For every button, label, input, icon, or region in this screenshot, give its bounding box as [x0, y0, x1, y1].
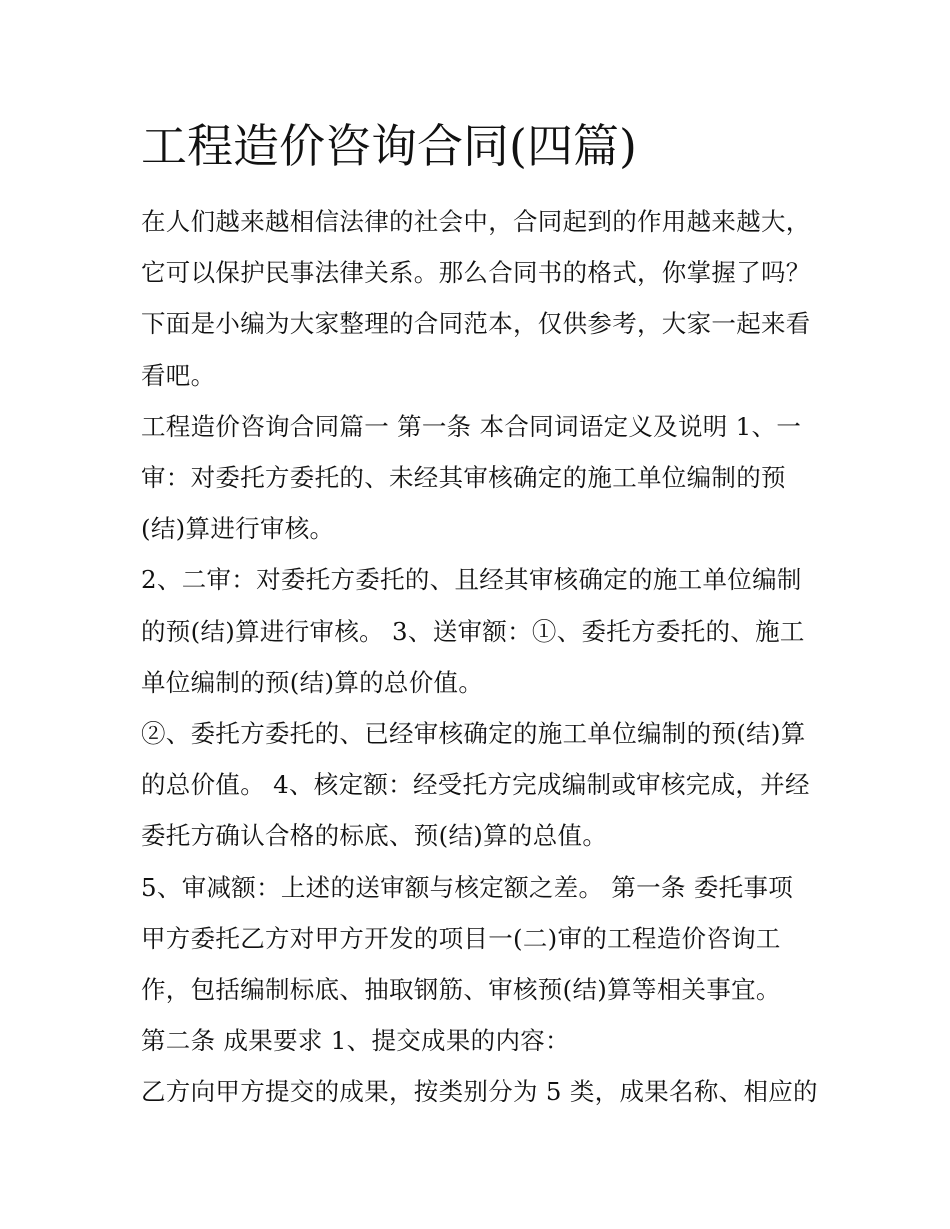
text-line: 5、审减额：上述的送审额与核定额之差。 第一条 委托事项 — [141, 872, 794, 902]
paragraph-second-review — [141, 554, 821, 708]
paragraph-intro — [141, 196, 821, 401]
paragraph-definitions — [141, 401, 821, 555]
text-line: 单位编制的预(结)算的总价值。 — [141, 667, 484, 697]
text-line: 下面是小编为大家整理的合同范本，仅供参考，大家一起来看 — [141, 309, 811, 339]
text-line: 委托方确认合格的标底、预(结)算的总值。 — [141, 821, 608, 851]
text-line: 乙方向甲方提交的成果，按类别分为 5 类，成果名称、相应的 — [141, 1077, 818, 1107]
text-line: 审：对委托方委托的、未经其审核确定的施工单位编制的预 — [141, 463, 786, 493]
text-line: 在人们越来越相信法律的社会中，合同起到的作用越来越大， — [141, 207, 811, 236]
text-line: 2、二审：对委托方委托的、且经其审核确定的施工单位编制 — [141, 565, 802, 595]
paragraph-requirements — [141, 1015, 821, 1066]
text-line: (结)算进行审核。 — [141, 514, 335, 544]
text-line: ②、委托方委托的、已经审核确定的施工单位编制的预(结)算 — [141, 719, 806, 749]
text-line: 看吧。 — [141, 360, 216, 390]
paragraph-commission — [141, 862, 821, 1016]
document-title: 工程造价咨询合同(四篇) — [141, 119, 637, 173]
text-line: 的预(结)算进行审核。 3、送审额：①、委托方委托的、施工 — [141, 616, 805, 646]
text-line: 作，包括编制标底、抽取钢筋、审核预(结)算等相关事宜。 — [141, 975, 781, 1005]
text-line: 工程造价咨询合同篇一 第一条 本合同词语定义及说明 1、一 — [141, 411, 802, 441]
paragraph-deliverables — [141, 1066, 821, 1117]
text-line: 的总价值。 4、核定额：经受托方完成编制或审核完成，并经 — [141, 770, 810, 800]
text-line: 甲方委托乙方对甲方开发的项目一(二)审的工程造价咨询工 — [141, 923, 781, 953]
text-line: 它可以保护民事法律关系。那么合同书的格式，你掌握了吗？ — [141, 258, 811, 288]
document-body — [141, 196, 821, 1118]
paragraph-approved-amount — [141, 708, 821, 862]
text-line: 第二条 成果要求 1、提交成果的内容： — [141, 1026, 570, 1056]
